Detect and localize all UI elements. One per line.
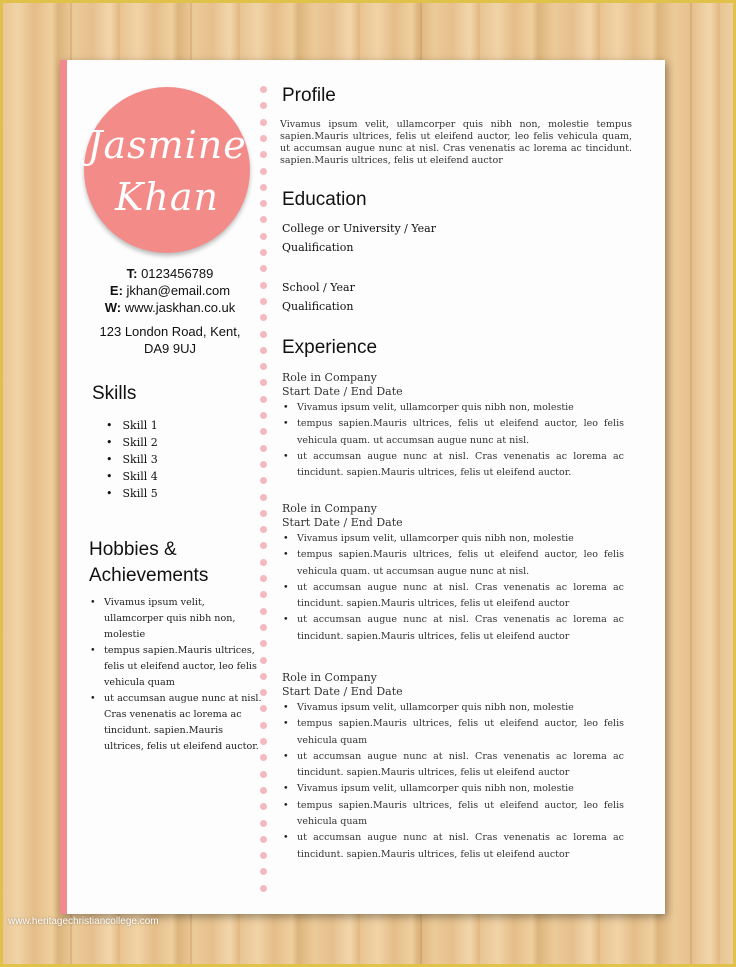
divider-dot [260,135,267,142]
divider-dot [260,200,267,207]
bullet-item: • tempus sapien.Mauris ultrices, felis ut eleifend auctor, leo felis vehicula quam. ut accumsan augue nunc at nisl. [282,416,624,449]
bullet-item: • ut accumsan augue nunc at nisl. Cras venenatis ac lorema ac tincidunt. sapien.Mauris ultrices, felis ut eleifend auctor [282,749,624,782]
education-entry-1-qualification: Qualification [282,241,354,254]
divider-dot [260,510,267,517]
skill-item: • Skill 1 [106,417,158,434]
divider-dot [260,282,267,289]
bullet-item: • Vivamus ipsum velit, ullamcorper quis nibh non, molestie [282,781,624,797]
hobby-item: • Vivamus ipsum velit, ullamcorper quis nibh non, molestie [88,595,263,643]
bullet-item: • ut accumsan augue nunc at nisl. Cras venenatis ac lorema ac tincidunt. sapien.Mauris ultrices, felis ut eleifend auctor [282,580,624,613]
divider-dot [260,298,267,305]
job-3-role: Role in Company [282,671,377,684]
skill-item: • Skill 3 [106,451,158,468]
divider-dot [260,477,267,484]
email-label: E: [109,283,123,298]
job-3-bullets [282,700,624,863]
bullet-item: • Vivamus ipsum velit, ullamcorper quis nibh non, molestie [282,400,624,416]
divider-dot [260,314,267,321]
divider-dot [260,526,267,533]
last-name: Khan [115,175,219,219]
bullet-item: • ut accumsan augue nunc at nisl. Cras venenatis ac lorema ac tincidunt. sapien.Mauris ultrices, felis ut eleifend auctor [282,830,624,863]
divider-dot [260,836,267,843]
skill-item: • Skill 2 [106,434,158,451]
divider-dot [260,803,267,810]
job-1-bullets [282,400,624,481]
divider-dot [260,102,267,109]
divider-dot [260,265,267,272]
divider-dot [260,249,267,256]
bullet-item: • ut accumsan augue nunc at nisl. Cras venenatis ac lorema ac tincidunt. sapien.Mauris ultrices, felis ut eleifend auctor. [282,449,624,482]
skill-item: • Skill 5 [106,485,158,502]
first-name: Jasmine [87,123,247,167]
bullet-item: • Vivamus ipsum velit, ullamcorper quis nibh non, molestie [282,531,624,547]
wood-grain [690,0,692,967]
experience-heading: Experience [282,337,378,358]
profile-text: Vivamus ipsum velit, ullamcorper quis nibh non, molestie tempus sapien.Mauris ultrices, felis ut eleifend auctor, leo felis vehicula quam, ut accumsan augue nunc at nisl. Cras venenatis ac lorema ac tincidunt. sapien.Mauris ultrices, felis ut eleifend auctor [280,119,632,166]
divider-dot [260,428,267,435]
divider-dot [260,379,267,386]
job-1-dates: Start Date / End Date [282,385,403,398]
divider-dot [260,86,267,93]
phone-label: T: [126,266,138,281]
divider-dot [260,575,267,582]
hobbies-heading-line-2: Achievements [89,565,209,586]
job-3-dates: Start Date / End Date [282,685,403,698]
address-line-1: 123 London Road, Kent, [99,324,241,339]
accent-bar [60,60,67,914]
web-value: www.jaskhan.co.uk [124,300,236,315]
hobbies-list [88,595,263,755]
contact-email [80,282,260,299]
hobby-item: • ut accumsan augue nunc at nisl. Cras venenatis ac lorema ac tincidunt. sapien.Mauris ultrices, felis ut eleifend auctor. [88,691,263,755]
resume-page [60,60,665,914]
divider-dot [260,151,267,158]
web-label: W: [104,300,122,315]
job-2-bullets [282,531,624,645]
education-heading: Education [282,189,367,210]
divider-dot [260,216,267,223]
hobby-item: • tempus sapien.Mauris ultrices, felis ut eleifend auctor, leo felis vehicula quam [88,643,263,691]
divider-dot [260,771,267,778]
divider-dot [260,184,267,191]
divider-dot [260,559,267,566]
contact-phone [80,265,260,282]
hobbies-heading-line-1: Hobbies & [89,539,177,560]
job-2-dates: Start Date / End Date [282,516,403,529]
bullet-item: • Vivamus ipsum velit, ullamcorper quis nibh non, molestie [282,700,624,716]
skill-item: • Skill 4 [106,468,158,485]
address-line-2: DA9 9UJ [143,341,197,356]
name-badge [84,87,250,253]
phone-value: 0123456789 [141,266,214,281]
bullet-item: • ut accumsan augue nunc at nisl. Cras venenatis ac lorema ac tincidunt. sapien.Mauris ultrices, felis ut eleifend auctor [282,612,624,645]
education-entry-2-title: School / Year [282,281,355,294]
dotted-divider [260,86,268,886]
bullet-item: • tempus sapien.Mauris ultrices, felis ut eleifend auctor, leo felis vehicula quam [282,798,624,831]
divider-dot [260,885,267,892]
divider-dot [260,445,267,452]
divider-dot [260,494,267,501]
divider-dot [260,542,267,549]
divider-dot [260,852,267,859]
job-2-role: Role in Company [282,502,377,515]
skills-list [106,417,158,502]
watermark-text: www.heritagechristiancollege.com [8,916,159,927]
divider-dot [260,820,267,827]
bullet-item: • tempus sapien.Mauris ultrices, felis ut eleifend auctor, leo felis vehicula quam. ut accumsan augue nunc at nisl. [282,547,624,580]
education-entry-1-title: College or University / Year [282,222,436,235]
skills-heading: Skills [92,383,137,404]
divider-dot [260,331,267,338]
divider-dot [260,868,267,875]
job-1-role: Role in Company [282,371,377,384]
divider-dot [260,347,267,354]
profile-heading: Profile [282,85,336,106]
email-value: jkhan@email.com [126,283,231,298]
bullet-item: • tempus sapien.Mauris ultrices, felis ut eleifend auctor, leo felis vehicula quam [282,716,624,749]
divider-dot [260,119,267,126]
divider-dot [260,754,267,761]
divider-dot [260,461,267,468]
contact-web [80,299,260,316]
divider-dot [260,233,267,240]
divider-dot [260,412,267,419]
education-entry-2-qualification: Qualification [282,300,354,313]
divider-dot [260,168,267,175]
divider-dot [260,363,267,370]
divider-dot [260,787,267,794]
divider-dot [260,396,267,403]
